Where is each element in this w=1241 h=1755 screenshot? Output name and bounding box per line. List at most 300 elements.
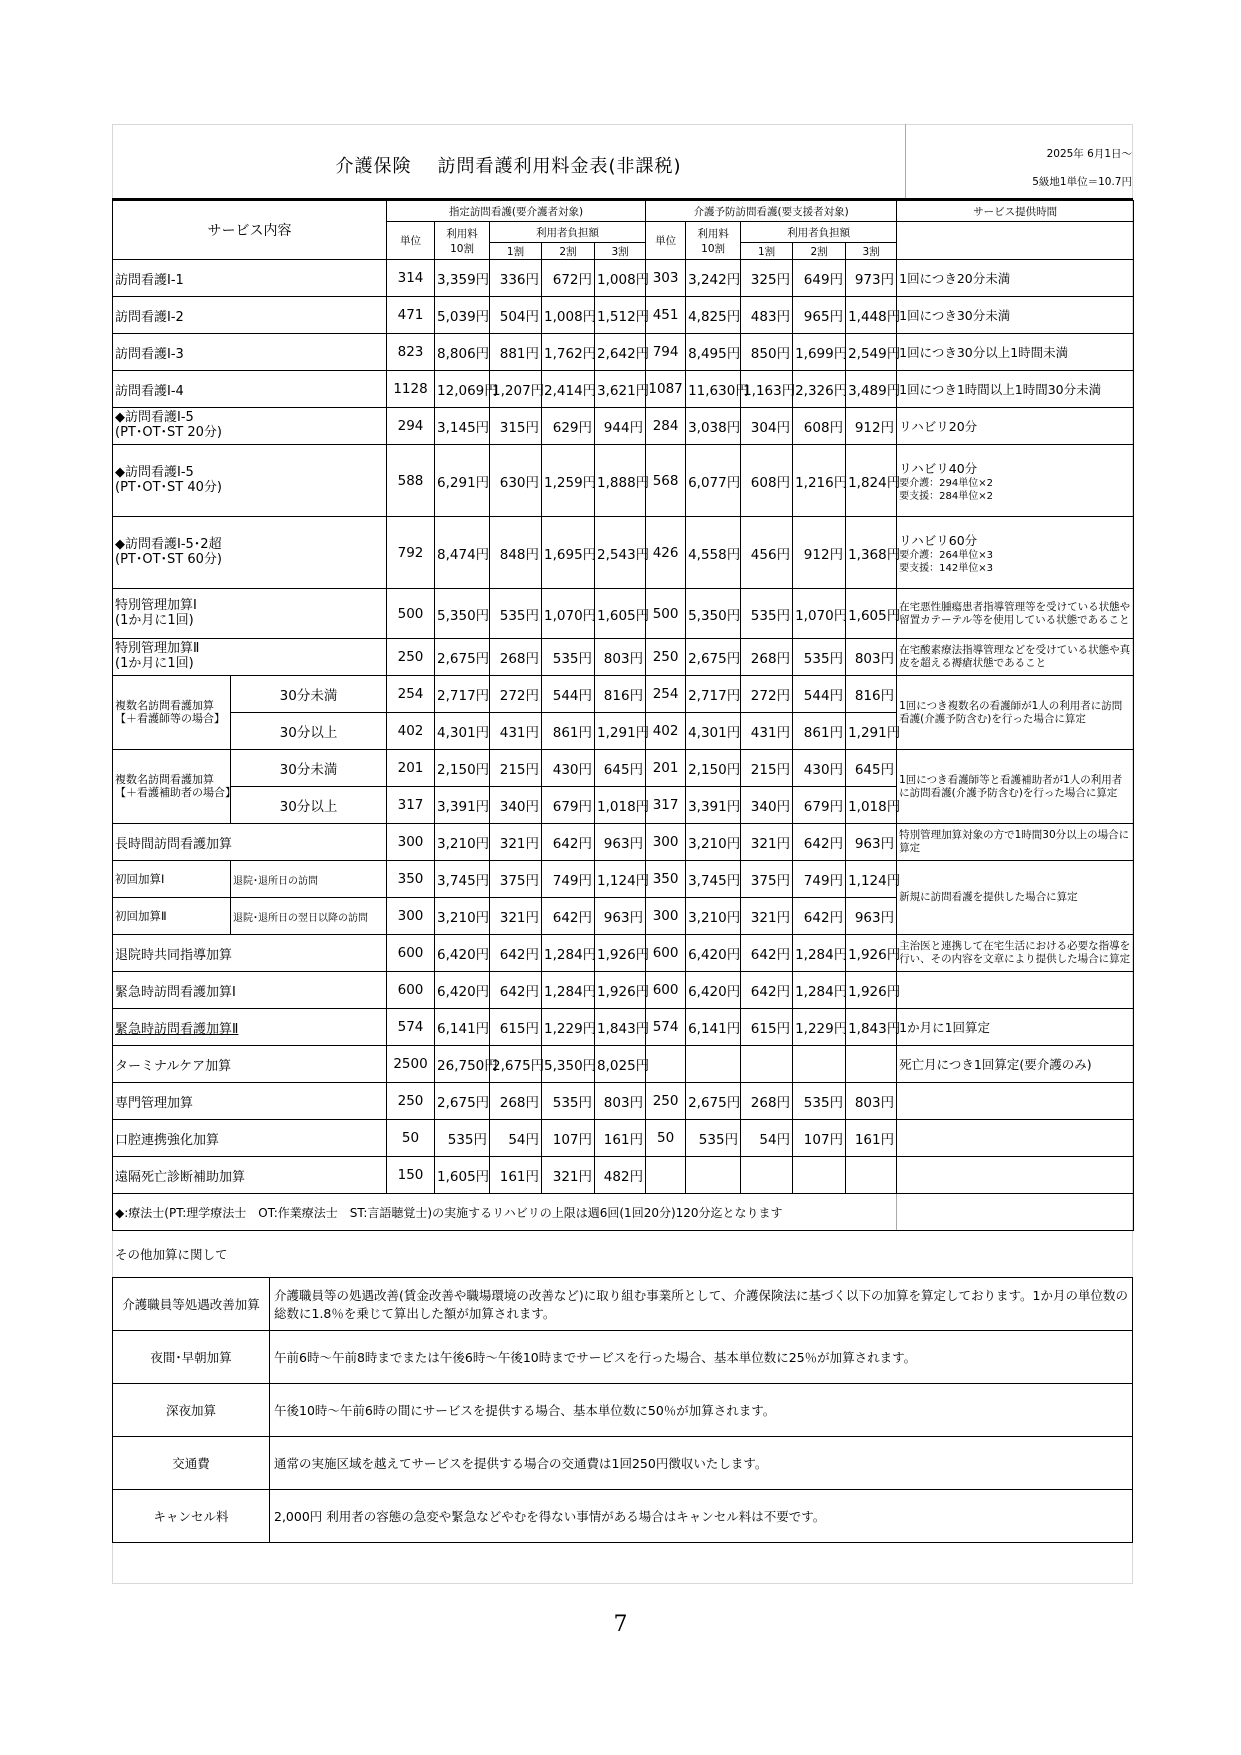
- empty-cell: [646, 1157, 686, 1194]
- document-header: [112, 124, 1133, 200]
- prev-unit-cell: 201: [646, 750, 686, 787]
- rehab-note-1: 要介護：264単位×3: [899, 549, 993, 561]
- unit-cell: 150: [387, 1157, 435, 1194]
- burden-2-cell: 535円: [542, 1083, 595, 1120]
- burden-1-cell: 321円: [490, 898, 542, 935]
- burden-1-cell: 642円: [490, 972, 542, 1009]
- service-name: 初回加算Ⅰ: [113, 861, 231, 898]
- fee-cell: 5,350円: [435, 589, 490, 639]
- burden-2-cell: 1,259円: [542, 445, 595, 517]
- service-name: 口腔連携強化加算: [113, 1120, 387, 1157]
- prev-burden-2-cell: 1,284円: [793, 972, 846, 1009]
- table-row: [113, 1194, 1134, 1231]
- fee-document: [112, 124, 1133, 1543]
- prev-burden-3-cell: 973円: [846, 260, 897, 297]
- fee-cell: 535円: [435, 1120, 490, 1157]
- unit-cell: 300: [387, 898, 435, 935]
- burden-1-cell: 375円: [490, 861, 542, 898]
- service-time: 在宅悪性腫瘍患者指導管理等を受けている状態や留置カテーテル等を使用している状態であること: [897, 589, 1134, 639]
- fee-cell: 5,039円: [435, 297, 490, 334]
- table-row: [113, 1120, 1134, 1157]
- fee-cell: 3,145円: [435, 408, 490, 445]
- service-time: [897, 408, 1134, 445]
- service-time: [897, 517, 1134, 589]
- prev-burden-2-cell: 2,326円: [793, 371, 846, 408]
- burden-3-cell: 1,018円: [595, 787, 646, 824]
- fee-cell: 8,474円: [435, 517, 490, 589]
- prev-fee-cell: 3,210円: [686, 824, 741, 861]
- ratio-header: 2割: [542, 243, 595, 260]
- prev-fee-cell: 2,717円: [686, 676, 741, 713]
- prev-burden-1-cell: 642円: [741, 972, 793, 1009]
- prev-burden-1-cell: 1,163円: [741, 371, 793, 408]
- prev-fee-cell: 2,675円: [686, 1083, 741, 1120]
- prev-burden-2-cell: 608円: [793, 408, 846, 445]
- burden-2-cell: 430円: [542, 750, 595, 787]
- prev-burden-1-cell: 304円: [741, 408, 793, 445]
- other-charge-name: 深夜加算: [113, 1384, 270, 1437]
- empty-cell: [897, 1194, 1134, 1231]
- table-row: [113, 935, 1134, 972]
- yobo-header: 介護予防訪問看護(要支援者対象): [646, 201, 897, 222]
- empty-cell: [793, 1157, 846, 1194]
- ratio-header: 1割: [490, 243, 542, 260]
- other-charge-desc: 午前6時～午前8時までまたは午後6時～午後10時までサービスを行った場合、基本単位数に25％が加算されます。: [270, 1331, 1133, 1384]
- prev-fee-cell: 6,420円: [686, 935, 741, 972]
- time-header: サービス提供時間: [897, 201, 1134, 222]
- burden-3-cell: 1,008円: [595, 260, 646, 297]
- prev-fee-cell: 5,350円: [686, 589, 741, 639]
- burden-3-cell: 1,843円: [595, 1009, 646, 1046]
- prev-burden-1-cell: 54円: [741, 1120, 793, 1157]
- rehab-note-1: 要介護：294単位×2: [899, 477, 993, 489]
- sub-condition: 30分以上: [231, 787, 387, 824]
- unit-header: 単位: [387, 222, 435, 260]
- fee-cell: 3,391円: [435, 787, 490, 824]
- unit-cell: 314: [387, 260, 435, 297]
- prev-burden-2-cell: 1,216円: [793, 445, 846, 517]
- table-row: [113, 1083, 1134, 1120]
- burden-1-cell: 161円: [490, 1157, 542, 1194]
- service-name: 訪問看護Ⅰ-4: [113, 371, 387, 408]
- other-charge-name: キャンセル料: [113, 1490, 270, 1543]
- burden-2-cell: 642円: [542, 824, 595, 861]
- burden-3-cell: 3,621円: [595, 371, 646, 408]
- prev-unit-cell: 1087: [646, 371, 686, 408]
- burden-2-cell: 1,284円: [542, 972, 595, 1009]
- prev-burden-3-cell: 963円: [846, 898, 897, 935]
- prev-unit-cell: 300: [646, 824, 686, 861]
- sub-condition: 30分未満: [231, 676, 387, 713]
- unit-rate: 5級地1単位＝10.7円: [1032, 176, 1132, 188]
- burden-3-cell: 8,025円: [595, 1046, 646, 1083]
- burden-1-cell: 315円: [490, 408, 542, 445]
- service-time-main: リハビリ60分: [899, 532, 978, 548]
- other-charge-row: [113, 1331, 1133, 1384]
- burden-2-cell: 2,414円: [542, 371, 595, 408]
- burden-2-cell: 1,229円: [542, 1009, 595, 1046]
- service-time: [897, 1083, 1134, 1120]
- prev-burden-2-cell: 642円: [793, 824, 846, 861]
- prev-fee-cell: 6,141円: [686, 1009, 741, 1046]
- service-name-line-1: 特別管理加算Ⅱ: [115, 641, 200, 657]
- prev-fee-cell: 6,420円: [686, 972, 741, 1009]
- service-time: 1回につき30分以上1時間未満: [897, 334, 1134, 371]
- prev-burden-3-cell: 2,549円: [846, 334, 897, 371]
- service-name-line-1: 複数名訪問看護加算: [115, 772, 214, 786]
- fee-cell: 6,291円: [435, 445, 490, 517]
- burden-2-cell: 629円: [542, 408, 595, 445]
- fee-header-a: 利用料: [697, 227, 729, 240]
- unit-cell: 50: [387, 1120, 435, 1157]
- fee-header-a: 利用料: [446, 227, 478, 240]
- other-charge-name: 交通費: [113, 1437, 270, 1490]
- unit-cell: 471: [387, 297, 435, 334]
- prev-burden-2-cell: 912円: [793, 517, 846, 589]
- other-charge-row: [113, 1278, 1133, 1331]
- unit-cell: 250: [387, 639, 435, 676]
- time-header-blank: [897, 222, 1134, 260]
- service-name-line-1: ◆訪問看護Ⅰ-5: [115, 464, 194, 480]
- empty-cell: [741, 1157, 793, 1194]
- unit-cell: 500: [387, 589, 435, 639]
- service-name: 遠隔死亡診断補助加算: [113, 1157, 387, 1194]
- unit-cell: 250: [387, 1083, 435, 1120]
- burden-1-cell: 54円: [490, 1120, 542, 1157]
- prev-burden-2-cell: 1,229円: [793, 1009, 846, 1046]
- prev-burden-3-cell: 816円: [846, 676, 897, 713]
- prev-burden-3-cell: 1,926円: [846, 935, 897, 972]
- burden-header: 利用者負担額: [741, 222, 897, 243]
- burden-1-cell: 340円: [490, 787, 542, 824]
- other-charge-desc: 通常の実施区域を越えてサービスを提供する場合の交通費は1回250円徴収いたします。: [270, 1437, 1133, 1490]
- table-row: [113, 861, 1134, 898]
- burden-1-cell: 615円: [490, 1009, 542, 1046]
- prev-burden-1-cell: 642円: [741, 935, 793, 972]
- burden-3-cell: 161円: [595, 1120, 646, 1157]
- document-title: [112, 152, 905, 178]
- service-name-line-1: ◆訪問看護Ⅰ-5･2超: [115, 536, 222, 552]
- service-time-main: リハビリ40分: [899, 460, 978, 476]
- prev-burden-3-cell: 1,926円: [846, 972, 897, 1009]
- service-time: [897, 445, 1134, 517]
- prev-burden-1-cell: 268円: [741, 639, 793, 676]
- burden-2-cell: 544円: [542, 676, 595, 713]
- unit-cell: 300: [387, 824, 435, 861]
- burden-2-cell: 1,284円: [542, 935, 595, 972]
- fee-cell: 1,605円: [435, 1157, 490, 1194]
- service-time: 1回につき20分未満: [897, 260, 1134, 297]
- fee-cell: 2,150円: [435, 750, 490, 787]
- unit-cell: 350: [387, 861, 435, 898]
- unit-cell: 574: [387, 1009, 435, 1046]
- burden-2-cell: 1,070円: [542, 589, 595, 639]
- prev-burden-3-cell: 3,489円: [846, 371, 897, 408]
- service-name: 訪問看護Ⅰ-1: [113, 260, 387, 297]
- prev-unit-cell: 600: [646, 972, 686, 1009]
- fee-cell: 3,359円: [435, 260, 490, 297]
- prev-fee-cell: 3,391円: [686, 787, 741, 824]
- burden-1-cell: 630円: [490, 445, 542, 517]
- fee-cell: 3,210円: [435, 898, 490, 935]
- service-name: [113, 639, 387, 676]
- fee-cell: 6,420円: [435, 972, 490, 1009]
- service-time: [897, 1157, 1134, 1194]
- burden-2-cell: 1,695円: [542, 517, 595, 589]
- service-name: 長時間訪問看護加算: [113, 824, 387, 861]
- table-row: [113, 201, 1134, 222]
- prev-burden-2-cell: 430円: [793, 750, 846, 787]
- prev-fee-cell: 4,301円: [686, 713, 741, 750]
- burden-2-cell: 107円: [542, 1120, 595, 1157]
- burden-3-cell: 803円: [595, 639, 646, 676]
- burden-2-cell: 642円: [542, 898, 595, 935]
- service-name: 退院時共同指導加算: [113, 935, 387, 972]
- table-row: [113, 297, 1134, 334]
- prev-unit-cell: 303: [646, 260, 686, 297]
- table-row: [113, 824, 1134, 861]
- prev-burden-2-cell: 1,699円: [793, 334, 846, 371]
- burden-3-cell: 1,605円: [595, 589, 646, 639]
- page-number: 7: [613, 1612, 628, 1637]
- burden-1-cell: 881円: [490, 334, 542, 371]
- prev-unit-cell: 250: [646, 1083, 686, 1120]
- burden-1-cell: 1,207円: [490, 371, 542, 408]
- prev-unit-cell: 402: [646, 713, 686, 750]
- prev-fee-cell: 8,495円: [686, 334, 741, 371]
- unit-cell: 1128: [387, 371, 435, 408]
- unit-cell: 201: [387, 750, 435, 787]
- prev-burden-1-cell: 456円: [741, 517, 793, 589]
- prev-burden-1-cell: 272円: [741, 676, 793, 713]
- service-name: [113, 750, 236, 824]
- prev-burden-2-cell: 535円: [793, 639, 846, 676]
- unit-cell: 294: [387, 408, 435, 445]
- prev-fee-cell: 6,077円: [686, 445, 741, 517]
- service-name: [113, 445, 387, 517]
- ratio-header: 1割: [741, 243, 793, 260]
- unit-cell: 588: [387, 445, 435, 517]
- burden-1-cell: 215円: [490, 750, 542, 787]
- prev-burden-1-cell: 483円: [741, 297, 793, 334]
- unit-cell: 402: [387, 713, 435, 750]
- prev-unit-cell: 574: [646, 1009, 686, 1046]
- prev-burden-1-cell: 850円: [741, 334, 793, 371]
- title-part-2: 訪問看護利用料金表(非課税): [437, 156, 682, 177]
- fee-cell: 4,301円: [435, 713, 490, 750]
- fee-cell: 2,675円: [435, 1083, 490, 1120]
- table-row: [113, 1009, 1134, 1046]
- burden-2-cell: 679円: [542, 787, 595, 824]
- unit-cell: 254: [387, 676, 435, 713]
- title-part-1: 介護保険: [335, 156, 412, 177]
- prev-burden-1-cell: 321円: [741, 824, 793, 861]
- service-name-line-2: (1か月に1回): [115, 656, 194, 671]
- burden-3-cell: 2,543円: [595, 517, 646, 589]
- prev-unit-cell: 50: [646, 1120, 686, 1157]
- rehab-note-2: 要支援：142単位×3: [899, 562, 993, 574]
- service-time: [897, 972, 1134, 1009]
- ratio-header: 3割: [846, 243, 897, 260]
- empty-cell: [741, 1046, 793, 1083]
- burden-3-cell: 1,124円: [595, 861, 646, 898]
- burden-1-cell: 268円: [490, 1083, 542, 1120]
- service-name-line-2: 【＋看護補助者の場合】: [115, 785, 236, 799]
- sub-condition: 30分以上: [231, 713, 387, 750]
- prev-fee-cell: 535円: [686, 1120, 741, 1157]
- service-name-line-1: 特別管理加算Ⅰ: [115, 597, 197, 613]
- table-row: [113, 639, 1134, 676]
- fee-cell: 6,141円: [435, 1009, 490, 1046]
- burden-2-cell: 535円: [542, 639, 595, 676]
- prev-burden-1-cell: 321円: [741, 898, 793, 935]
- prev-burden-2-cell: 861円: [793, 713, 846, 750]
- service-time: 特別管理加算対象の方で1時間30分以上の場合に算定: [897, 824, 1134, 861]
- prev-burden-3-cell: 1,124円: [846, 861, 897, 898]
- other-charge-desc: 2,000円 利用者の容態の急変や緊急などやむを得ない事情がある場合はキャンセル料は不要です。: [270, 1490, 1133, 1543]
- burden-3-cell: 944円: [595, 408, 646, 445]
- burden-3-cell: 1,888円: [595, 445, 646, 517]
- service-name: 緊急時訪問看護加算Ⅰ: [113, 972, 387, 1009]
- service-name-line-2: 【＋看護師等の場合】: [115, 711, 225, 725]
- prev-fee-cell: 2,675円: [686, 639, 741, 676]
- prev-burden-2-cell: 107円: [793, 1120, 846, 1157]
- burden-2-cell: 1,762円: [542, 334, 595, 371]
- service-time: 1回につき30分未満: [897, 297, 1134, 334]
- prev-burden-2-cell: 649円: [793, 260, 846, 297]
- empty-cell: [793, 1046, 846, 1083]
- prev-unit-cell: 426: [646, 517, 686, 589]
- table-row: [113, 334, 1134, 371]
- service-time: 1か月に1回算定: [897, 1009, 1134, 1046]
- burden-1-cell: 642円: [490, 935, 542, 972]
- prev-fee-cell: 11,630円: [686, 371, 741, 408]
- prev-burden-2-cell: 679円: [793, 787, 846, 824]
- prev-burden-2-cell: 965円: [793, 297, 846, 334]
- table-row: [113, 972, 1134, 1009]
- prev-burden-3-cell: 1,824円: [846, 445, 897, 517]
- prev-burden-1-cell: 375円: [741, 861, 793, 898]
- burden-1-cell: 504円: [490, 297, 542, 334]
- fee-header: [686, 222, 741, 260]
- unit-cell: 823: [387, 334, 435, 371]
- service-time: [897, 1120, 1134, 1157]
- burden-3-cell: 816円: [595, 676, 646, 713]
- service-name-line-1: 複数名訪問看護加算: [115, 698, 214, 712]
- service-name-line-1: ◆訪問看護Ⅰ-5: [115, 410, 194, 426]
- burden-3-cell: 482円: [595, 1157, 646, 1194]
- prev-burden-2-cell: 642円: [793, 898, 846, 935]
- prev-burden-1-cell: 215円: [741, 750, 793, 787]
- fee-cell: 8,806円: [435, 334, 490, 371]
- burden-1-cell: 268円: [490, 639, 542, 676]
- other-charge-desc: 午後10時～午前6時の間にサービスを提供する場合、基本単位数に50％が加算されます。: [270, 1384, 1133, 1437]
- service-time: 在宅酸素療法指導管理などを受けている状態や真皮を超える褥瘡状態であること: [897, 639, 1134, 676]
- prev-fee-cell: 3,745円: [686, 861, 741, 898]
- table-row: [113, 750, 1134, 787]
- burden-3-cell: 1,926円: [595, 935, 646, 972]
- prev-burden-3-cell: 1,291円: [846, 713, 897, 750]
- service-time: 1回につき複数名の看護師が1人の利用者に訪問看護(介護予防含む)を行った場合に算定: [897, 676, 1134, 750]
- prev-unit-cell: 568: [646, 445, 686, 517]
- fee-cell: 26,750円: [435, 1046, 490, 1083]
- service-time: 1回につき看護師等と看護補助者が1人の利用者に訪問看護(介護予防含む)を行った場合に算定: [897, 750, 1134, 824]
- unit-cell: 2500: [387, 1046, 435, 1083]
- table-row: [113, 676, 1134, 713]
- empty-cell: [846, 1157, 897, 1194]
- prev-burden-3-cell: 963円: [846, 824, 897, 861]
- table-row: [113, 408, 1134, 445]
- fee-table: [112, 200, 1134, 1231]
- prev-burden-2-cell: 1,284円: [793, 935, 846, 972]
- prev-burden-3-cell: 161円: [846, 1120, 897, 1157]
- service-name: [113, 517, 387, 589]
- prev-burden-2-cell: 544円: [793, 676, 846, 713]
- burden-2-cell: 5,350円: [542, 1046, 595, 1083]
- fee-cell: 3,210円: [435, 824, 490, 861]
- service-name: [113, 589, 387, 639]
- prev-unit-cell: 600: [646, 935, 686, 972]
- service-name: 訪問看護Ⅰ-2: [113, 297, 387, 334]
- table-row: [113, 1046, 1134, 1083]
- fee-cell: 3,745円: [435, 861, 490, 898]
- prev-burden-3-cell: 1,448円: [846, 297, 897, 334]
- burden-3-cell: 803円: [595, 1083, 646, 1120]
- prev-fee-cell: 3,210円: [686, 898, 741, 935]
- ratio-header: 3割: [595, 243, 646, 260]
- burden-2-cell: 749円: [542, 861, 595, 898]
- fee-cell: 2,675円: [435, 639, 490, 676]
- unit-cell: 600: [387, 935, 435, 972]
- prev-unit-cell: 300: [646, 898, 686, 935]
- prev-unit-cell: 794: [646, 334, 686, 371]
- prev-unit-cell: 250: [646, 639, 686, 676]
- burden-2-cell: 1,008円: [542, 297, 595, 334]
- prev-unit-cell: 500: [646, 589, 686, 639]
- other-charge-name: 介護職員等処遇改善加算: [113, 1278, 270, 1331]
- prev-burden-1-cell: 431円: [741, 713, 793, 750]
- kaigo-header: 指定訪問看護(要介護者対象): [387, 201, 646, 222]
- prev-fee-cell: 4,558円: [686, 517, 741, 589]
- prev-burden-1-cell: 325円: [741, 260, 793, 297]
- prev-burden-1-cell: 340円: [741, 787, 793, 824]
- fee-cell: 12,069円: [435, 371, 490, 408]
- prev-burden-3-cell: 1,843円: [846, 1009, 897, 1046]
- prev-burden-3-cell: 1,018円: [846, 787, 897, 824]
- fee-header: [435, 222, 490, 260]
- prev-burden-2-cell: 1,070円: [793, 589, 846, 639]
- prev-fee-cell: 4,825円: [686, 297, 741, 334]
- other-charge-desc: 介護職員等の処遇改善(賃金改善や職場環境の改善など)に取り組む事業所として、介護保険法に基づく以下の加算を算定しております。1か月の単位数の総数に1.8％を乗じて算出した額が加算されます。: [270, 1278, 1133, 1331]
- burden-3-cell: 645円: [595, 750, 646, 787]
- service-time: 新規に訪問看護を提供した場合に算定: [897, 861, 1134, 935]
- other-section-title: その他加算に関して: [115, 1247, 228, 1262]
- burden-2-cell: 861円: [542, 713, 595, 750]
- unit-cell: 317: [387, 787, 435, 824]
- table-row: [113, 445, 1134, 517]
- other-charge-row: [113, 1437, 1133, 1490]
- prev-burden-3-cell: 803円: [846, 1083, 897, 1120]
- prev-burden-3-cell: 1,605円: [846, 589, 897, 639]
- empty-cell: [846, 1046, 897, 1083]
- effective-date: 2025年 6月1日～: [1046, 148, 1132, 160]
- service-name-line-2: (PT･OT･ST 20分): [115, 425, 222, 440]
- service-time: 死亡月につき1回算定(要介護のみ): [897, 1046, 1134, 1083]
- service-time-main: リハビリ20分: [899, 419, 978, 434]
- empty-cell: [646, 1046, 686, 1083]
- ratio-header: 2割: [793, 243, 846, 260]
- table-row: [113, 1157, 1134, 1194]
